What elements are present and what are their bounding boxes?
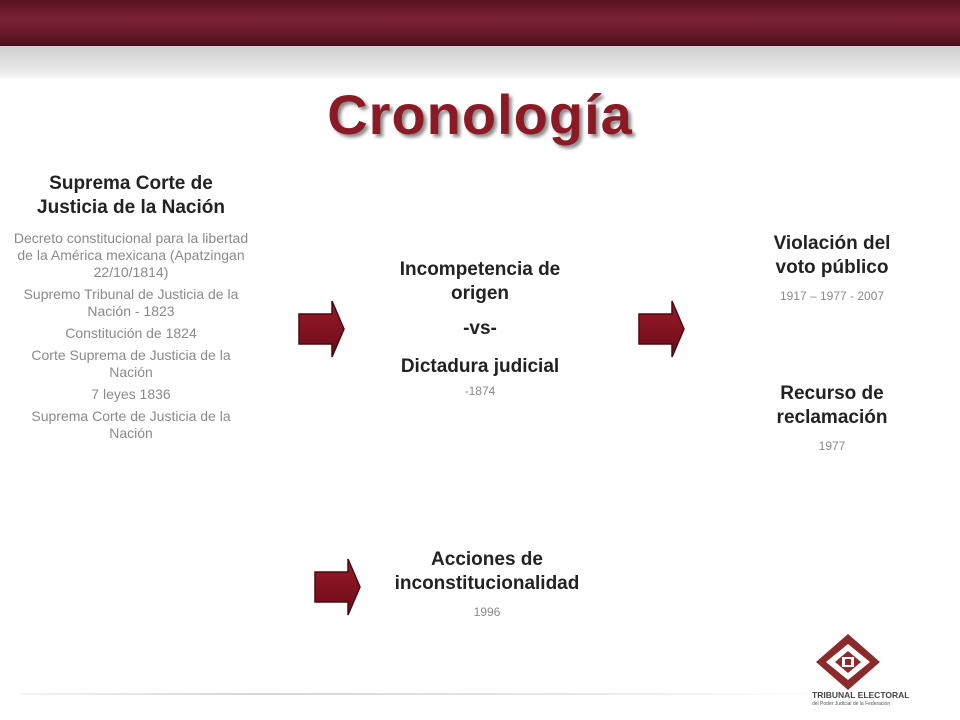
right-bottom-heading-line2: reclamación bbox=[776, 407, 888, 428]
middle-heading-line2: origen bbox=[450, 283, 510, 304]
right-arrow-icon bbox=[296, 298, 348, 360]
right-top-dates: 1917 – 1977 - 2007 bbox=[779, 289, 885, 303]
left-item: Supremo Tribunal de Justicia de la Nación - 1823 bbox=[23, 286, 239, 319]
bottom-center-heading-line2: inconstitucionalidad bbox=[394, 573, 580, 594]
versus-label: -vs- bbox=[463, 318, 497, 339]
right-bottom-date: 1977 bbox=[818, 439, 846, 453]
footer-divider bbox=[20, 693, 810, 695]
top-header-shadow bbox=[0, 46, 960, 78]
middle-heading-2: Dictadura judicial bbox=[400, 356, 560, 377]
right-top-heading-line1: Violación del bbox=[773, 233, 891, 254]
middle-heading bbox=[365, 258, 595, 306]
bottom-center-heading-line1: Acciones de bbox=[431, 549, 543, 570]
logo-title: TRIBUNAL ELECTORAL bbox=[812, 690, 910, 700]
bottom-center-column bbox=[362, 548, 612, 620]
right-bottom-column bbox=[722, 382, 942, 454]
right-top-heading bbox=[722, 232, 942, 280]
slide-title: Cronología bbox=[327, 83, 633, 146]
left-column bbox=[10, 172, 252, 442]
right-top-column bbox=[722, 232, 942, 304]
left-heading-line2: Justicia de la Nación bbox=[37, 197, 225, 218]
right-arrow-icon bbox=[312, 556, 364, 618]
left-item: Suprema Corte de Justicia de la Nación bbox=[31, 408, 231, 441]
middle-column bbox=[365, 258, 595, 399]
left-heading-line1: Suprema Corte de bbox=[49, 173, 213, 194]
right-bottom-heading-line1: Recurso de bbox=[780, 383, 884, 404]
left-heading bbox=[10, 172, 252, 220]
right-top-heading-line2: voto público bbox=[775, 257, 889, 278]
tribunal-electoral-logo-icon bbox=[806, 632, 946, 708]
right-arrow-icon bbox=[636, 298, 688, 360]
middle-heading-line1: Incompetencia de bbox=[399, 259, 561, 280]
bottom-center-heading bbox=[362, 548, 612, 596]
left-item: Corte Suprema de Justicia de la Nación bbox=[31, 347, 231, 380]
middle-date: -1874 bbox=[464, 384, 496, 398]
left-item: 7 leyes 1836 bbox=[91, 386, 171, 402]
right-bottom-heading bbox=[722, 382, 942, 430]
left-item: Constitución de 1824 bbox=[65, 325, 197, 341]
bottom-center-date: 1996 bbox=[473, 605, 501, 619]
top-header-bar bbox=[0, 0, 960, 46]
left-item: Decreto constitucional para la libertad de la América mexicana (Apatzingan 22/10/1814) bbox=[13, 230, 249, 280]
logo-subtitle: del Poder Judicial de la Federación bbox=[812, 701, 891, 707]
logo-mark bbox=[816, 634, 880, 690]
